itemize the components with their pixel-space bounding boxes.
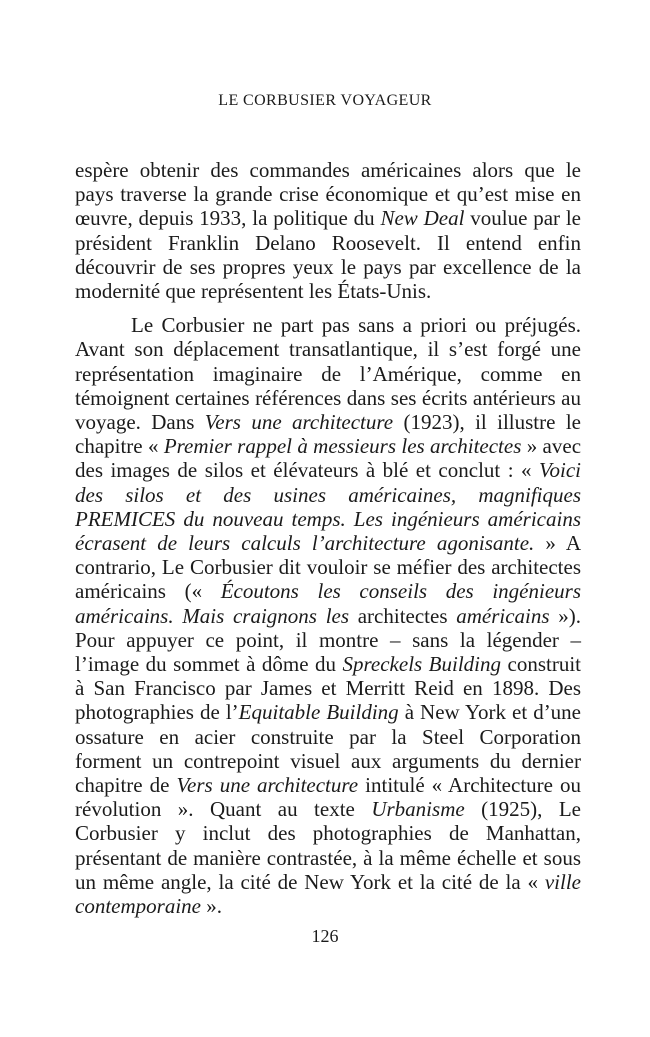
italic-title-urbanisme: Urbanisme — [371, 797, 465, 822]
text-segment: ». — [200, 894, 222, 919]
paragraph-a-priori — [75, 313, 581, 918]
italic-title-vers-une-architecture: Vers une architecture — [204, 410, 394, 435]
running-head: LE CORBUSIER VOYAGEUR — [218, 92, 432, 109]
italic-title-vers-une-architecture: Vers une architecture — [176, 773, 359, 798]
text-segment: » A contrario, Le Corbusier dit vouloir se méfier des architectes américains (« — [75, 531, 581, 604]
text-segment: intitulé « Architecture ou révolution ». Quant au texte — [75, 773, 581, 822]
text-segment: Le Corbusier ne part pas sans a priori ou préjugés. Avant son déplacement transatlantique, il s’est forgé une représentation imaginaire de l’Amérique, comme en témoignent certaines références dans ses écrits antérieurs au voyage. Dans — [75, 313, 581, 435]
italic-chapter-title: Premier rappel à messieurs les architectes — [163, 434, 522, 459]
text-segment: »). Pour appuyer ce point, il montre – sans la légender – l’image du sommet à dôme du — [75, 603, 581, 677]
italic-building-name: Equitable Building — [238, 700, 399, 725]
italic-quotation: Écoutons les conseils des ingénieurs américains. Mais craignons les — [75, 579, 581, 628]
text-segment: construit à San Francisco par James et Merritt Reid en 1898. Des photographies de l’ — [75, 652, 581, 725]
italic-quotation: américains — [456, 603, 550, 628]
italic-quotation: ville contemporaine — [75, 869, 581, 919]
text-segment: espère obtenir des commandes américaines alors que le pays traverse la grande crise économique et qu’est mise en œuvre, depuis 1933, la politique du — [75, 158, 581, 231]
page-number: 126 — [311, 926, 339, 946]
text-segment: voulue par le président Franklin Delano Roosevelt. Il entend enfin découvrir de ses propres yeux le pays par excellence de la modernité que représentent les États-Unis. — [75, 206, 582, 304]
text-segment: » avec des images de silos et élévateurs à blé et conclut : « — [75, 434, 582, 483]
paragraph-continuation — [75, 158, 581, 303]
italic-quotation: Voici des silos et des usines américaines, magnifiques PREMICES du nouveau temps. Les ingénieurs américains écrasent de leurs calculs l’architecture agonisante. — [75, 458, 581, 556]
text-segment: (1923), il illustre le chapitre « — [75, 410, 581, 459]
text-segment: (1925), Le Corbusier y inclut des photographies de Manhattan, présentant de manière contrastée, à la même échelle et sous un même angle, la cité de New York et la cité de la « — [75, 797, 581, 894]
italic-building-name: Spreckels Building — [342, 652, 502, 677]
italic-title-new-deal: New Deal — [380, 206, 465, 231]
text-segment: à New York et d’une ossature en acier construite par la Steel Corporation forment un contrepoint visuel aux arguments du dernier chapitre de — [75, 700, 582, 798]
text-segment: architectes — [349, 603, 457, 628]
body-text — [75, 158, 581, 918]
